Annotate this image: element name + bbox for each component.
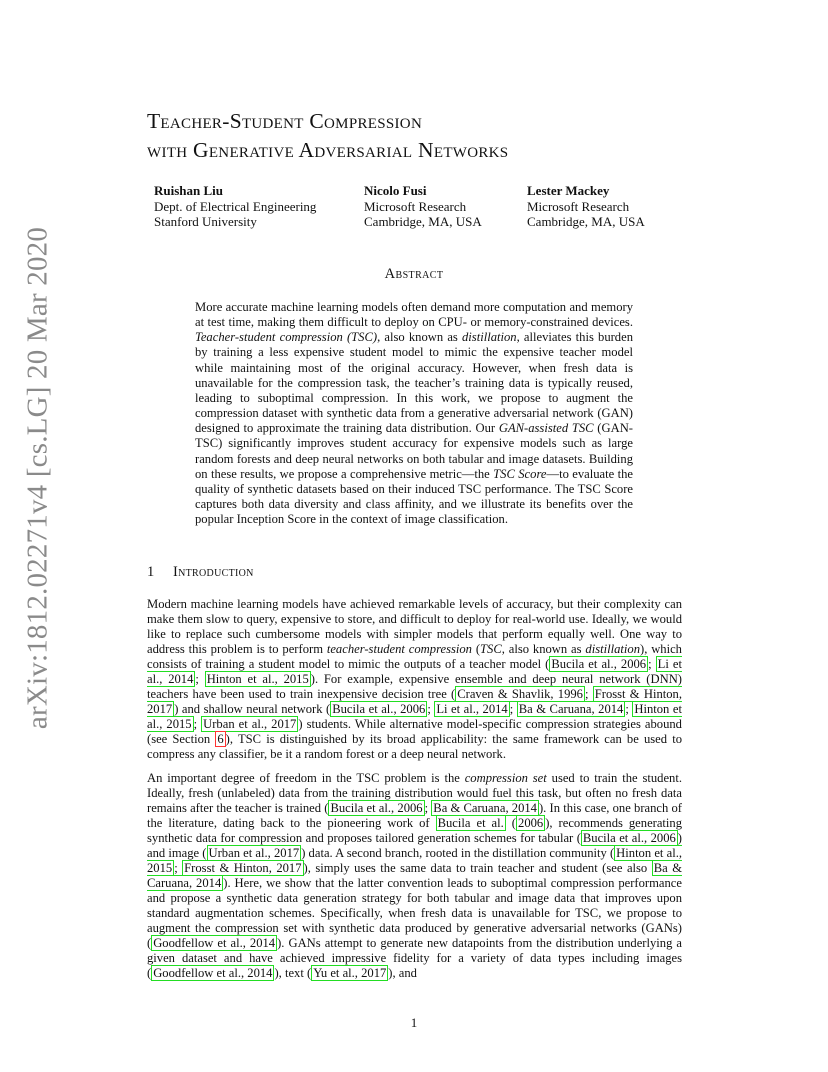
citation-link[interactable]: Goodfellow et al., 2014: [153, 966, 273, 981]
author-name: Nicolo Fusi: [364, 183, 427, 198]
text-run: ;: [195, 672, 205, 687]
text-run: used to train the student. Ideally, fresh (unlabeled) data from the training distribution would fuel this task, but often no fresh data remains after the teacher is trained (: [147, 770, 682, 815]
abstract-text-run: More accurate machine learning models often demand more computation and memory at test time, making them difficult to deploy on CPU- or memory-constrained devices.: [195, 300, 633, 330]
author-affiliation: Cambridge, MA, USA: [364, 214, 482, 229]
citation-link[interactable]: 2006: [518, 815, 544, 830]
section-title: Introduction: [173, 564, 254, 580]
paper-title-line-1: Teacher-Student Compression: [147, 109, 423, 133]
author-affiliation: Stanford University: [154, 214, 257, 229]
emphasis: TSC: [480, 642, 502, 657]
citation-link[interactable]: Hinton et al., 2015: [147, 702, 682, 732]
citation-link[interactable]: Hinton et al., 2015: [206, 672, 309, 687]
citation-link[interactable]: Li et al., 2014: [147, 657, 682, 687]
citation-link[interactable]: Ba & Caruana, 2014: [433, 800, 537, 815]
abstract-heading: Abstract: [384, 266, 444, 282]
text-run: ). In this case, one branch of the literature, dating back to the pioneering work of: [147, 800, 682, 830]
text-run: ). GANs attempt to generate new datapoints from the distribution underlying a given dataset and have achieved impressive fidelity for a variety of data types including images (: [147, 936, 682, 981]
abstract-emphasis: distillation: [462, 330, 517, 345]
citation-link[interactable]: Urban et al., 2017: [203, 717, 297, 732]
author-name: Lester Mackey: [527, 183, 610, 198]
text-run: ) and image (: [147, 830, 682, 860]
author-mackey: [527, 183, 645, 230]
text-run: ), and: [388, 966, 417, 981]
abstract-text-run: , also known as: [377, 330, 462, 345]
citation-link[interactable]: Yu et al., 2017: [313, 966, 387, 981]
citation-link[interactable]: Urban et al., 2017: [208, 845, 300, 860]
text-run: (: [471, 642, 481, 657]
text-run: ) students. While alternative model-specific compression strategies abound (see Section: [147, 717, 682, 747]
text-run: ) and shallow neural network (: [174, 702, 331, 717]
text-run: ;: [648, 657, 656, 672]
paper-title-line-2: with Generative Adversarial Networks: [147, 138, 509, 162]
citation-link[interactable]: Craven & Shavlik, 1996: [457, 687, 583, 702]
citation-link[interactable]: Bucila et al.: [437, 815, 504, 830]
page-number: 1: [410, 1015, 418, 1030]
author-affiliation: Microsoft Research: [364, 198, 467, 214]
author-liu: [154, 183, 316, 230]
text-run: ;: [427, 702, 435, 717]
abstract-text-run: (GAN-TSC) significantly improves student accuracy for expensive models such as large random forests and deep neural networks on both tabular and image datasets. Building on these results, we propose a comprehensive metric—the: [195, 421, 633, 481]
citation-link[interactable]: Bucila et al., 2006: [332, 702, 426, 717]
arxiv-identifier-stamp: arXiv:1812.02271v4 [cs.LG] 20 Mar 2020: [21, 226, 54, 730]
emphasis: compression set: [464, 770, 547, 785]
text-run: ;: [424, 800, 432, 815]
text-run: ;: [625, 702, 633, 717]
text-run: , also known as: [501, 642, 586, 657]
text-run: ), recommends generating synthetic data for compression and proposes tailored generation schemes for tabular (: [147, 815, 683, 845]
citation-link[interactable]: Frosst & Hinton, 2017: [147, 687, 682, 717]
abstract-emphasis: Teacher-student compression (TSC): [195, 330, 378, 345]
section-reference-link[interactable]: 6: [217, 732, 224, 747]
paragraph: [147, 597, 682, 763]
abstract-text-run: , alleviates this burden by training a less expensive student model to mimic the expensive teacher model while maintaining most of the original accuracy. However, when fresh data is unavailable for the compression task, the teacher’s training data is typically reused, leading to suboptimal compression. In this work, we propose to augment the compression dataset with synthetic data from a generative adversarial network (GAN) designed to approximate the training data distribution. Our: [195, 330, 633, 436]
author-fusi: [364, 183, 482, 230]
citation-link[interactable]: Ba & Caruana, 2014: [518, 702, 624, 717]
text-run: ;: [174, 860, 183, 875]
author-affiliation: Cambridge, MA, USA: [527, 214, 645, 229]
author-affiliation: Dept. of Electrical Engineering: [154, 198, 317, 214]
author-name: Ruishan Liu: [154, 183, 224, 198]
text-run: ;: [193, 717, 202, 732]
text-run: ;: [584, 687, 593, 702]
abstract-text-run: —to evaluate the quality of synthetic datasets based on their induced TSC performance. The TSC Score captures both data diversity and class affinity, and we illustrate its benefits over the popular Inception Score in the context of image classification.: [195, 466, 633, 527]
author-affiliation: Microsoft Research: [527, 198, 630, 214]
text-run: ). For example, expensive ensemble and deep neural network (DNN) teachers have been used to train inexpensive decision tree (: [147, 672, 682, 702]
text-run: ) data. A second branch, rooted in the distillation community (: [301, 845, 615, 860]
paper-title: [147, 107, 707, 165]
paragraph: [147, 771, 682, 982]
text-run: ), text (: [274, 966, 312, 981]
text-run: (: [505, 815, 517, 830]
abstract-emphasis: TSC Score: [493, 466, 547, 481]
abstract-emphasis: GAN-assisted TSC: [498, 421, 594, 436]
section-number: 1: [147, 564, 155, 580]
emphasis: teacher-student compression: [326, 642, 472, 657]
citation-link[interactable]: Li et al., 2014: [436, 702, 508, 717]
text-run: ;: [509, 702, 517, 717]
emphasis: distillation: [585, 642, 640, 657]
citation-link[interactable]: Goodfellow et al., 2014: [153, 936, 276, 951]
citation-link[interactable]: Bucila et al., 2006: [582, 830, 676, 845]
text-run: ), simply uses the same data to train teacher and student (see also: [303, 860, 652, 875]
abstract-text: [195, 300, 633, 527]
text-run: ), which consists of training a student model to mimic the outputs of a teacher model (: [147, 642, 682, 672]
citation-link[interactable]: Ba & Caruana, 2014: [147, 860, 682, 890]
introduction-body: [147, 597, 682, 989]
citation-link[interactable]: Bucila et al., 2006: [330, 800, 423, 815]
text-run: Modern machine learning models have achieved remarkable levels of accuracy, but their complexity can make them slow to query, expensive to store, and difficult to deploy for real-world use. Ideally, we would like to replace such cumbersome models with simpler models that perform equally well. One way to address this problem is to perform: [147, 597, 682, 657]
citation-link[interactable]: Bucila et al., 2006: [551, 657, 647, 672]
text-run: An important degree of freedom in the TSC problem is the: [147, 770, 465, 785]
text-run: ), TSC is distinguished by its broad applicability: the same framework can be used to compress any classifier, be it a random forest or a deep neural network.: [147, 732, 682, 762]
text-run: ). Here, we show that the latter convention leads to suboptimal compression performance and propose a synthetic data generation strategy for both tabular and image data that improves upon standard augmentation schemes. Specifically, when fresh data is unavailable for TSC, we propose to augment the compression set with synthetic data produced by generative adversarial networks (GANs) (: [147, 875, 682, 951]
section-heading-introduction: [147, 564, 254, 581]
citation-link[interactable]: Hinton et al., 2015: [147, 845, 682, 875]
citation-link[interactable]: Frosst & Hinton, 2017: [184, 860, 302, 875]
